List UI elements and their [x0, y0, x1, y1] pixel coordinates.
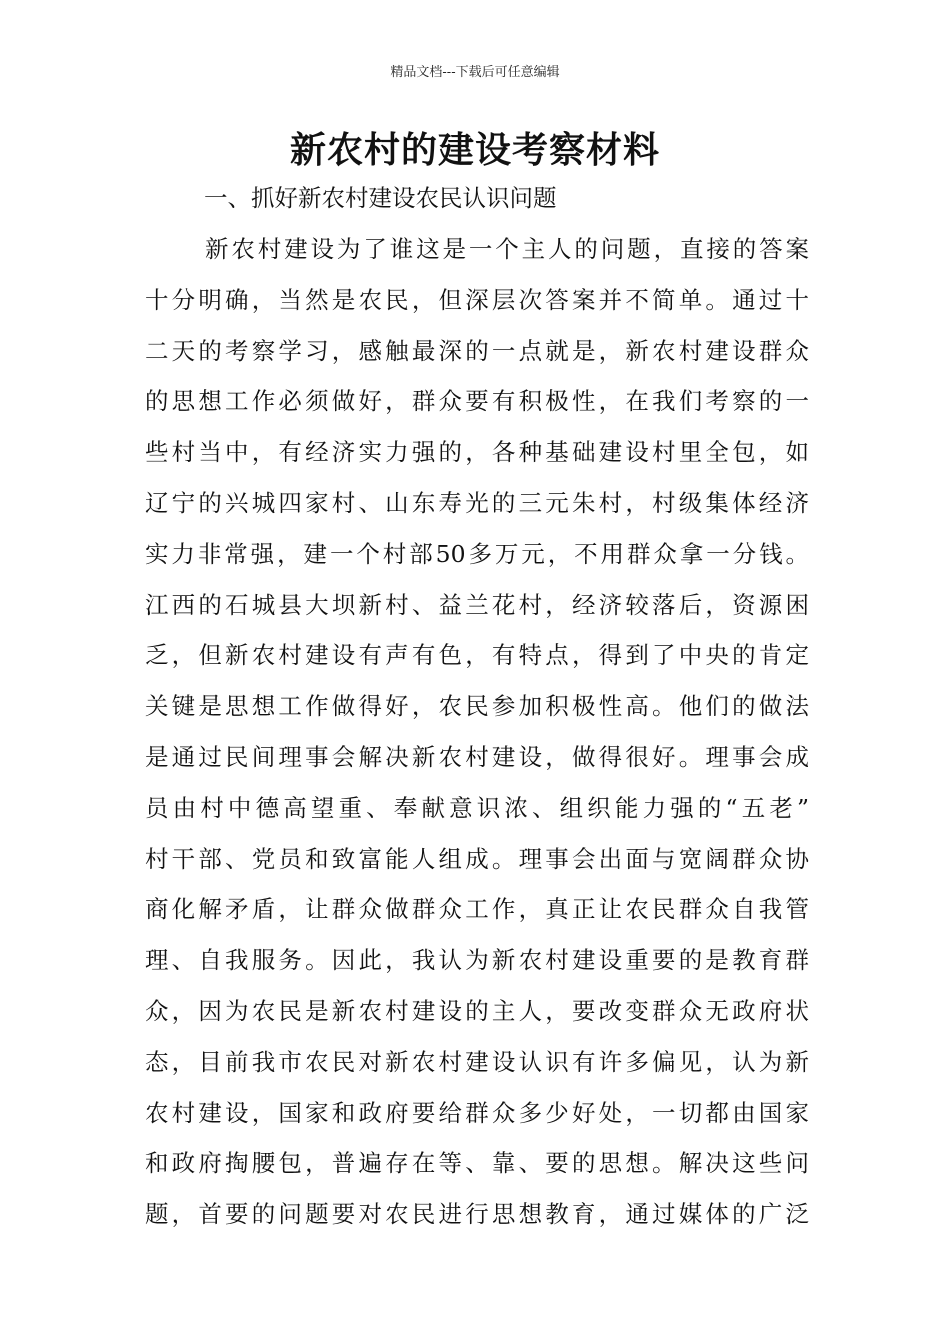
body-line: 些村当中，有经济实力强的，各种基础建设村里全包，如	[145, 438, 809, 467]
body-line: 二天的考察学习，感触最深的一点就是，新农村建设群众	[145, 336, 809, 365]
body-line: 众，因为农民是新农村建设的主人，要改变群众无政府状	[145, 996, 809, 1025]
body-line: 理、自我服务。因此，我认为新农村建设重要的是教育群	[145, 946, 809, 975]
body-line: 是通过民间理事会解决新农村建设，做得很好。理事会成	[145, 742, 809, 771]
body-line: 村干部、党员和致富能人组成。理事会出面与宽阔群众协	[145, 844, 809, 873]
page-header: 精品文档---下载后可任意编辑	[390, 65, 560, 80]
body-line: 农村建设，国家和政府要给群众多少好处，一切都由国家	[145, 1098, 809, 1127]
body-line: 江西的石城县大坝新村、益兰花村，经济较落后，资源困	[145, 590, 809, 619]
body-paragraph	[145, 224, 809, 1240]
body-line: 辽宁的兴城四家村、山东寿光的三元朱村，村级集体经济	[145, 488, 809, 517]
body-line: 十分明确，当然是农民，但深层次答案并不简单。通过十	[145, 285, 809, 314]
body-line: 商化解矛盾，让群众做群众工作，真正让农民群众自我管	[145, 895, 809, 924]
body-line: 和政府掏腰包，普遍存在等、靠、要的思想。解决这些问	[145, 1149, 809, 1178]
body-line: 题，首要的问题要对农民进行思想教育，通过媒体的广泛	[145, 1200, 809, 1229]
document-title: 新农村的建设考察材料	[289, 129, 660, 171]
body-line: 态，目前我市农民对新农村建设认识有许多偏见，认为新	[145, 1047, 809, 1076]
section-heading: 一、抓好新农村建设农民认识问题	[204, 184, 557, 212]
body-line: 新农村建设为了谁这是一个主人的问题，直接的答案	[205, 235, 809, 263]
body-line: 员由村中德高望重、奉献意识浓、组织能力强的“五老”	[145, 793, 809, 822]
body-line: 乏，但新农村建设有声有色，有特点，得到了中央的肯定	[145, 641, 809, 670]
body-line: 的思想工作必须做好，群众要有积极性，在我们考察的一	[145, 387, 809, 416]
body-line: 关键是思想工作做得好，农民参加积极性高。他们的做法	[145, 692, 809, 721]
body-line: 实力非常强，建一个村部50多万元，不用群众拿一分钱。	[145, 539, 809, 568]
